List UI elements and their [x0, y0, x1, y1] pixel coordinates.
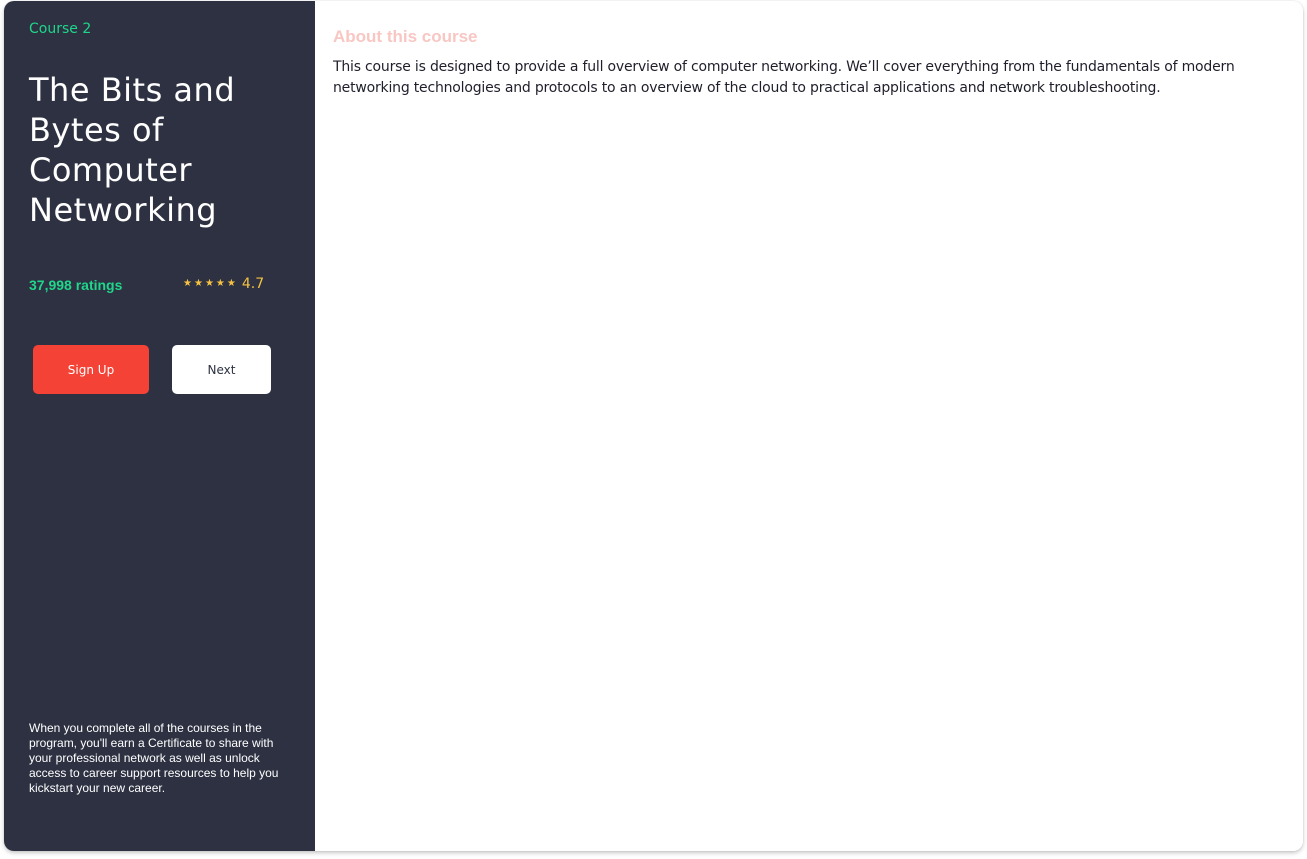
- main-content: [315, 1, 1303, 851]
- certificate-note: When you complete all of the courses in the program, you'll earn a Certificate to share with your professional network as well as unlock access to career support resources to help you kickstart your new career.: [29, 721, 279, 795]
- ratings-count: 37,998 ratings: [29, 277, 123, 293]
- course-label: Course 2: [29, 21, 92, 37]
- sign-up-button[interactable]: Sign Up: [33, 345, 149, 394]
- course-title: The Bits and Bytes of Computer Networking: [29, 71, 236, 229]
- about-heading: About this course: [333, 27, 478, 46]
- star-icon: ★: [215, 278, 225, 289]
- next-button[interactable]: Next: [172, 345, 271, 394]
- star-icon: ★: [226, 278, 236, 289]
- star-icon: ★: [193, 278, 203, 289]
- rating-value: 4.7: [241, 276, 265, 292]
- about-text: This course is designed to provide a full overview of computer networking. We’ll cover everything from the fundamentals of modern networking technologies and protocols to an overview of the cloud to practical applications and network troubleshooting.: [333, 59, 1235, 96]
- rating: [183, 276, 264, 292]
- sidebar: [4, 1, 315, 851]
- star-rating: [183, 278, 236, 290]
- star-icon: ★: [204, 278, 214, 289]
- star-icon: ★: [183, 278, 192, 289]
- course-card: [4, 1, 1303, 851]
